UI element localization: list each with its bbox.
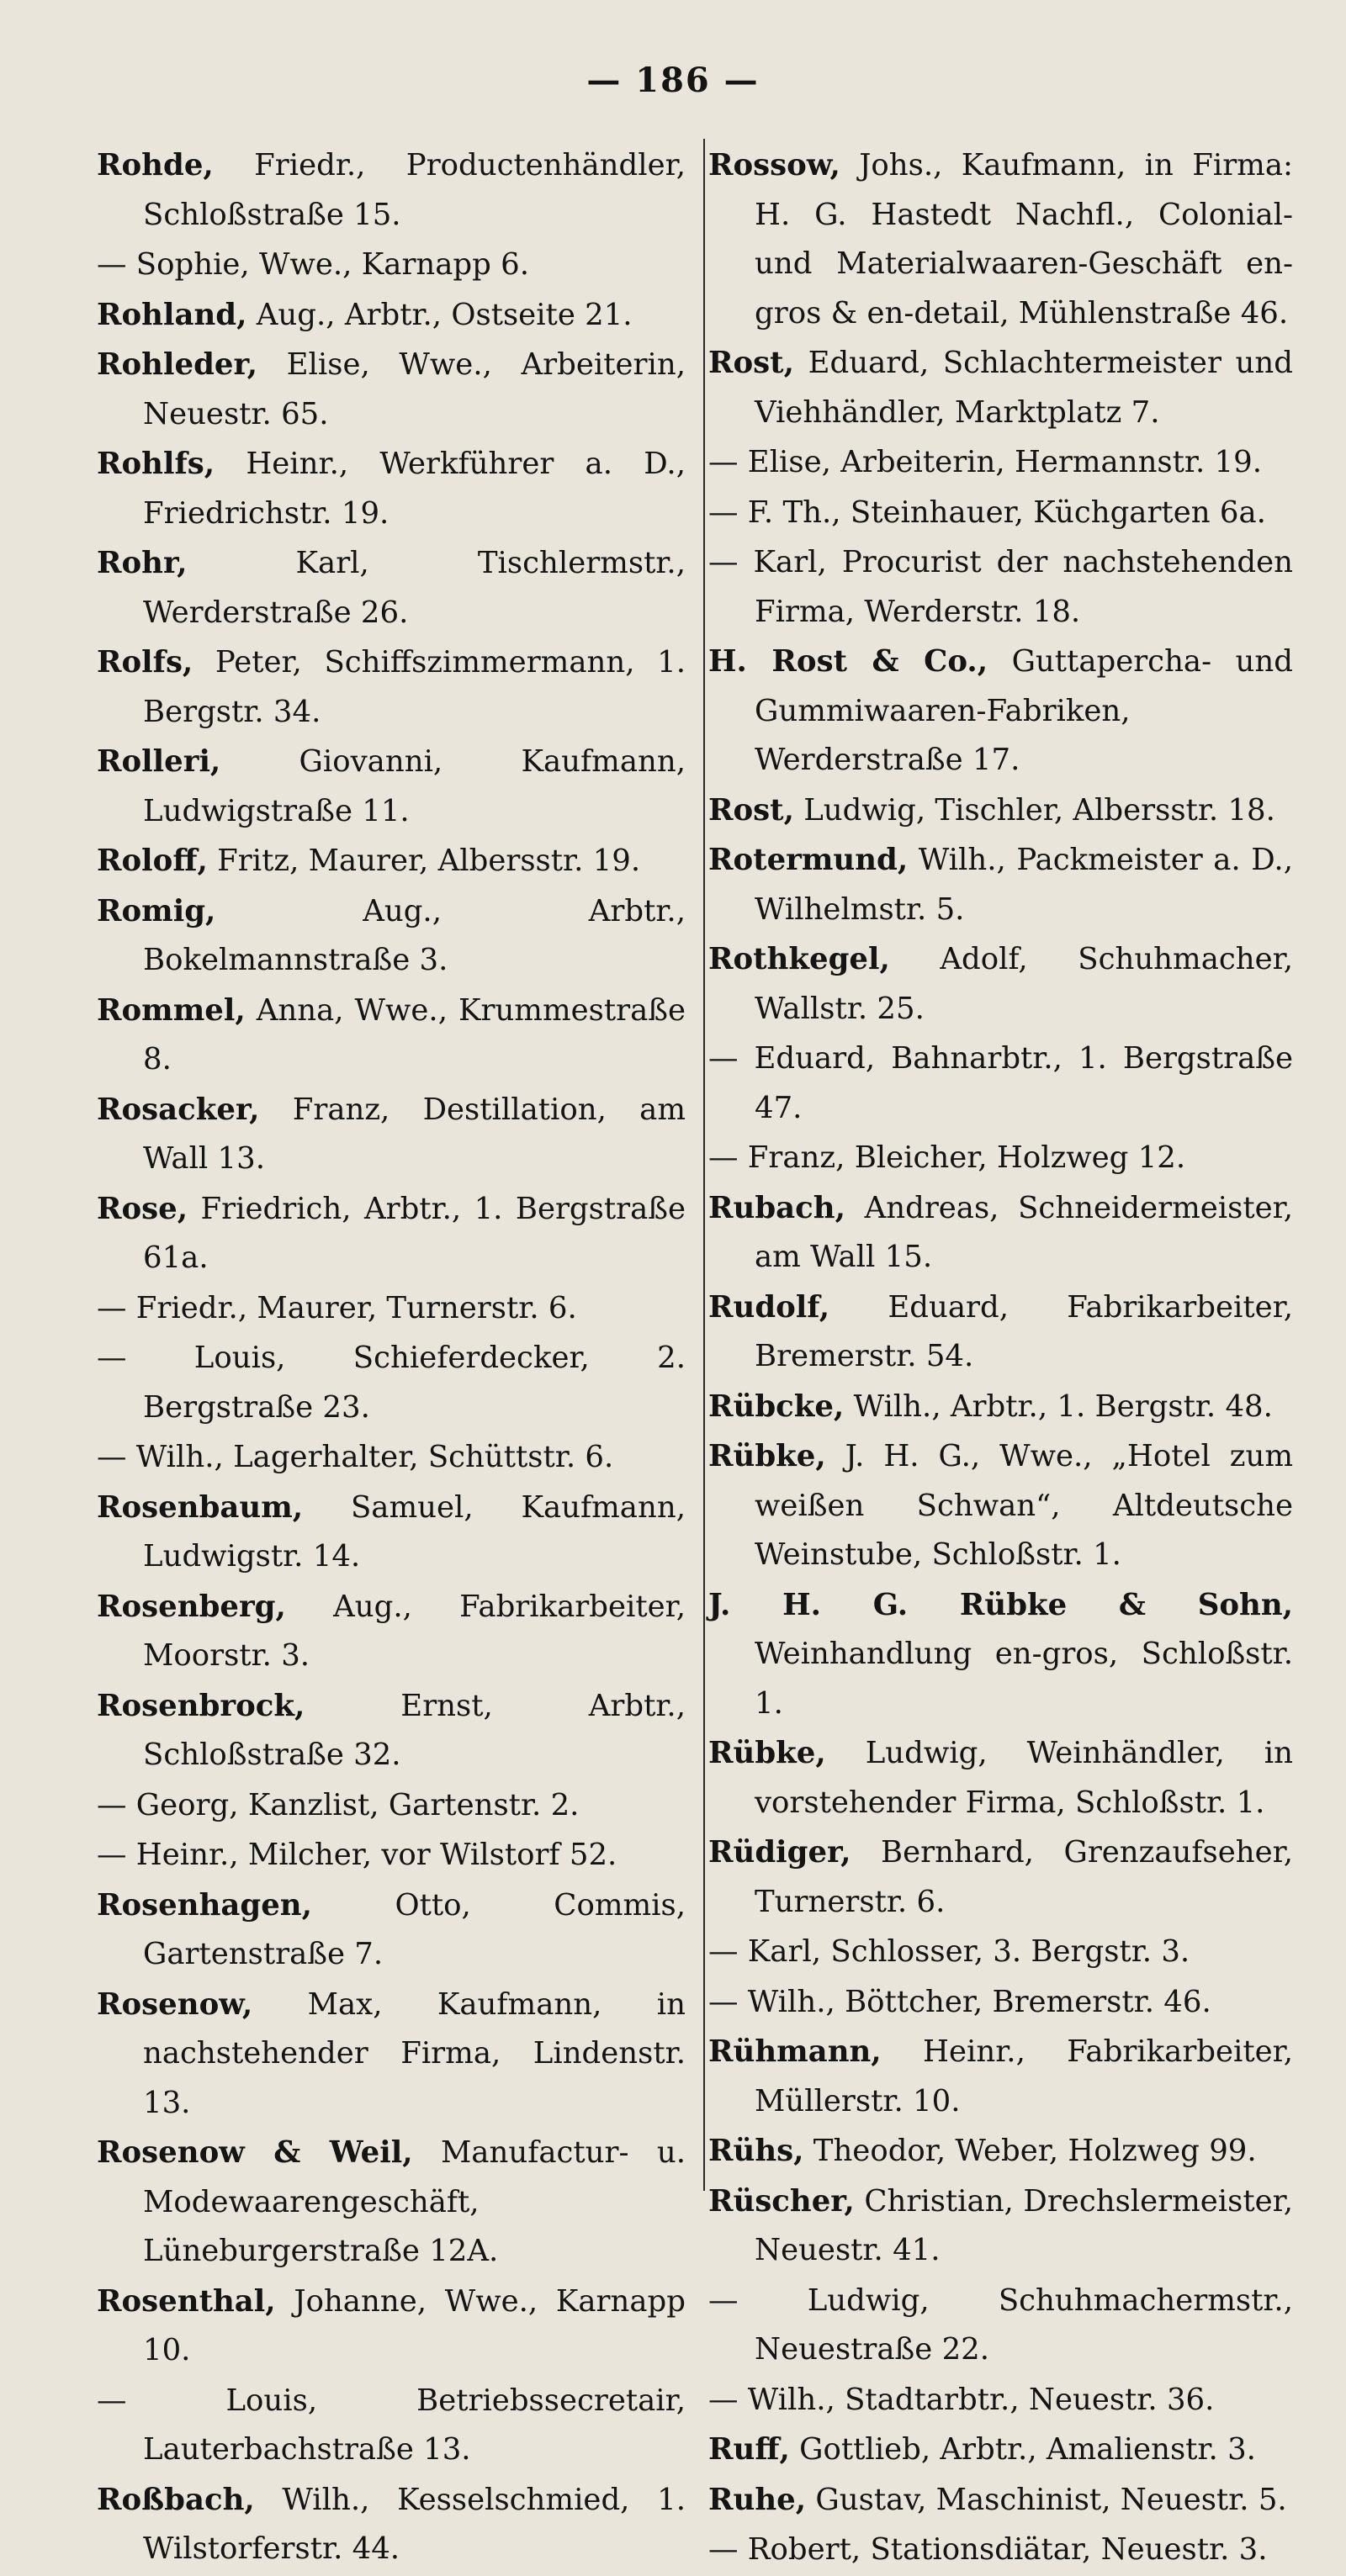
entry-name: — Franz, [708, 1140, 845, 1175]
entry-details: Wilh., Packmeister a. D., Wilhelmstr. 5. [755, 843, 1293, 927]
entry-name: Rotermund, [708, 843, 909, 877]
entry-details: Otto, Commis, Gartenstraße 7. [143, 1887, 686, 1971]
directory-entry [97, 341, 686, 439]
directory-entry [97, 1831, 686, 1880]
entry-name: Rost, [708, 792, 794, 828]
directory-entry [708, 1383, 1293, 1432]
directory-entry [97, 539, 686, 637]
entry-details: Aug., Arbtr., Bokelmannstraße 3. [143, 893, 686, 977]
directory-entry [97, 2377, 686, 2475]
directory-entry [708, 1978, 1293, 2028]
entry-name: Rosenhagen, [97, 1887, 312, 1923]
entry-details: Stadtarbtr., Neuestr. 36. [845, 2382, 1215, 2417]
directory-entry [97, 440, 686, 538]
right-column [708, 141, 1293, 2576]
entry-name: — Sophie, [97, 247, 250, 282]
entry-name: — Louis, [97, 1341, 286, 1375]
left-column [97, 141, 686, 2575]
entry-details: Wilh., Kesselschmied, 1. Wilstorferstr. 44. [143, 2482, 686, 2566]
entry-name: — Louis, [97, 2383, 318, 2418]
entry-details: Ludwig, Tischler, Albersstr. 18. [803, 792, 1275, 828]
directory-entry [97, 837, 686, 886]
directory-entry [97, 986, 686, 1085]
entry-name: Rothkegel, [708, 942, 890, 976]
entry-details: Johanne, Wwe., Karnapp 10. [143, 2283, 686, 2367]
entry-details: Ernst, Arbtr., Schloßstraße 32. [143, 1688, 686, 1772]
entry-name: Ruff, [708, 2432, 790, 2467]
entry-details: Peter, Schiffszimmermann, 1. Bergstr. 34. [143, 645, 686, 729]
entry-details: Milcher, vor Wilstorf 52. [247, 1838, 617, 1872]
entry-details: Bleicher, Holzweg 12. [854, 1140, 1186, 1175]
column-divider [703, 139, 705, 2191]
entry-name: Rühs, [708, 2134, 804, 2168]
directory-entry [708, 1729, 1293, 1828]
entry-name: Rüdiger, [708, 1835, 851, 1870]
directory-entry [708, 2376, 1293, 2425]
entry-details: Adolf, Schuhmacher, Wallstr. 25. [755, 942, 1293, 1026]
entry-name: — Friedr., [97, 1290, 248, 1325]
entry-details: Gottlieb, Arbtr., Amalienstr. 3. [799, 2432, 1256, 2467]
entry-details: Procurist der nachstehenden Firma, Werderstr. 18. [755, 545, 1293, 629]
directory-entry [97, 638, 686, 737]
entry-name: Rosenow, [97, 1986, 253, 2022]
entry-details: Ludwig, Weinhändler, in vorstehender Firma, Schloßstr. 1. [755, 1736, 1293, 1820]
entry-details: Max, Kaufmann, in nachstehender Firma, Lindenstr. 13. [143, 1986, 686, 2120]
directory-entry [708, 141, 1293, 338]
entry-details: Böttcher, Bremerstr. 46. [845, 1984, 1211, 2019]
entry-details: Wilh., Arbtr., 1. Bergstr. 48. [853, 1389, 1273, 1424]
directory-entry [97, 1881, 686, 1980]
entry-details: Steinhauer, Küchgarten 6a. [850, 495, 1266, 530]
directory-entry [708, 1034, 1293, 1133]
entry-name: Rüscher, [708, 2183, 855, 2219]
entry-name: Roloff, [97, 844, 208, 878]
entry-details: Manufactur- u. Modewaarengeschäft, Lüneburgerstraße 12A. [143, 2135, 686, 2268]
entry-details: Schlosser, 3. Bergstr. 3. [830, 1934, 1190, 1969]
entry-details: Gustav, Maschinist, Neuestr. 5. [815, 2482, 1287, 2517]
entry-details: Wwe., Karnapp 6. [259, 247, 530, 282]
directory-entry [97, 2476, 686, 2574]
directory-entry [97, 141, 686, 240]
entry-details: Elise, Wwe., Arbeiterin, Neuestr. 65. [143, 347, 686, 431]
entry-details: Betriebssecretair, Lauterbachstraße 13. [143, 2383, 686, 2467]
directory-entry [708, 438, 1293, 488]
directory-entry [708, 935, 1293, 1034]
entry-name: Rohr, [97, 546, 188, 580]
directory-entry [97, 1433, 686, 1483]
entry-details: Lagerhalter, Schüttstr. 6. [233, 1440, 614, 1474]
entry-name: Rohland, [97, 297, 247, 332]
entry-name: — Wilh., [97, 1440, 224, 1474]
entry-name: Rosenow & Weil, [97, 2135, 413, 2170]
directory-entry [97, 2129, 686, 2277]
directory-entry [708, 2277, 1293, 2375]
directory-entry [708, 2526, 1293, 2575]
entry-name: Rosenbrock, [97, 1688, 305, 1723]
entry-details: Anna, Wwe., Krummestraße 8. [143, 992, 686, 1076]
entry-name: Rommel, [97, 992, 246, 1028]
entry-name: — Karl, [708, 1934, 822, 1969]
entry-name: — Robert, [708, 2532, 861, 2567]
directory-entry [708, 339, 1293, 437]
directory-entry [97, 1185, 686, 1283]
directory-entry [708, 1283, 1293, 1382]
directory-entry [97, 1981, 686, 2129]
page-number: — 186 — [586, 61, 760, 100]
directory-entry [708, 489, 1293, 538]
entry-details: Fritz, Maurer, Albersstr. 19. [217, 844, 641, 878]
entry-name: Ruhe, [708, 2482, 807, 2517]
directory-entry [708, 637, 1293, 785]
directory-entry [708, 2028, 1293, 2126]
entry-name: Rübke, [708, 1736, 826, 1770]
entry-name: Rosenbaum, [97, 1489, 304, 1525]
entry-details: Eduard, Schlachtermeister und Viehhändler, Marktplatz 7. [755, 346, 1293, 430]
directory-entry [97, 1682, 686, 1780]
entry-name: H. Rost & Co., [708, 644, 988, 679]
entry-name: — F. Th., [708, 495, 841, 530]
entry-name: Roßbach, [97, 2482, 255, 2517]
entry-name: Rolfs, [97, 645, 193, 680]
entry-details: Stationsdiätar, Neuestr. 3. [870, 2532, 1268, 2567]
directory-entry [97, 738, 686, 836]
entry-details: Johs., Kaufmann, in Firma: H. G. Hastedt Nachfl., Colonial- und Materialwaaren-Geschäft en-gros & en-detail, Mühlenstraße 46. [755, 148, 1293, 331]
directory-entry [708, 836, 1293, 934]
entry-name: Rübke, [708, 1439, 826, 1473]
directory-entry [97, 1781, 686, 1831]
directory-entry [97, 1583, 686, 1681]
entry-name: Rohleder, [97, 347, 257, 382]
entry-name: Rohde, [97, 148, 214, 182]
directory-entry [708, 1581, 1293, 1729]
entry-details: Aug., Arbtr., Ostseite 21. [256, 297, 633, 332]
directory-entry [97, 2277, 686, 2376]
entry-details: Theodor, Weber, Holzweg 99. [813, 2134, 1257, 2168]
entry-details: Franz, Destillation, am Wall 13. [143, 1092, 686, 1176]
entry-name: Rohlfs, [97, 447, 215, 481]
directory-entry [97, 1334, 686, 1432]
entry-details: Kanzlist, Gartenstr. 2. [247, 1787, 580, 1822]
directory-entry [708, 1134, 1293, 1183]
directory-entry [708, 2127, 1293, 2177]
directory-entry [97, 241, 686, 290]
directory-entry [97, 1284, 686, 1334]
entry-details: Friedr., Productenhändler, Schloßstraße 15. [143, 148, 686, 232]
entry-name: Rosenthal, [97, 2283, 276, 2319]
entry-name: — Wilh., [708, 2382, 835, 2417]
entry-name: — Heinr., [97, 1838, 239, 1872]
entry-name: — Elise, [708, 445, 831, 479]
entry-name: Romig, [97, 893, 216, 928]
entry-name: — Wilh., [708, 1984, 835, 2019]
entry-details: Giovanni, Kaufmann, Ludwigstraße 11. [143, 744, 686, 828]
entry-details: Weinhandlung en-gros, Schloßstr. 1. [755, 1637, 1293, 1721]
entry-details: Bernhard, Grenzaufseher, Turnerstr. 6. [755, 1835, 1293, 1919]
entry-name: — Karl, [708, 545, 827, 579]
entry-name: — Eduard, [708, 1041, 876, 1076]
entry-name: — Ludwig, [708, 2282, 930, 2318]
entry-name: — Georg, [97, 1787, 239, 1822]
directory-entry [708, 1184, 1293, 1283]
entry-name: Rübcke, [708, 1389, 845, 1424]
entry-name: Rost, [708, 346, 794, 380]
directory-entry [708, 786, 1293, 836]
entry-details: Karl, Tischlermstr., Werderstraße 26. [143, 546, 686, 630]
entry-details: Eduard, Fabrikarbeiter, Bremerstr. 54. [755, 1289, 1293, 1373]
entry-name: Rühmann, [708, 2034, 882, 2069]
directory-entry [97, 887, 686, 986]
entry-name: Rolleri, [97, 744, 221, 779]
directory-entry [708, 1928, 1293, 1977]
entry-name: Rubach, [708, 1190, 845, 1225]
directory-entry [708, 2177, 1293, 2276]
entry-details: Friedrich, Arbtr., 1. Bergstraße 61a. [143, 1191, 686, 1275]
directory-entry [97, 1484, 686, 1582]
entry-details: J. H. G., Wwe., „Hotel zum weißen Schwan“, Altdeutsche Weinstube, Schloßstr. 1. [755, 1439, 1293, 1572]
entry-details: Heinr., Werkführer a. D., Friedrichstr. 19. [143, 447, 686, 531]
entry-details: Christian, Drechslermeister, Neuestr. 41. [755, 2183, 1293, 2267]
entry-details: Guttapercha- und Gummiwaaren-Fabriken, Werderstraße 17. [755, 644, 1293, 777]
directory-entry [708, 2476, 1293, 2526]
directory-entry [708, 538, 1293, 637]
entry-name: Rosenberg, [97, 1589, 286, 1624]
directory-entry [708, 2425, 1293, 2475]
entry-name: Rosacker, [97, 1092, 260, 1127]
entry-details: Andreas, Schneidermeister, am Wall 15. [755, 1190, 1293, 1274]
directory-entry [97, 1086, 686, 1184]
directory-entry [708, 1432, 1293, 1580]
entry-details: Schuhmachermstr., Neuestraße 22. [755, 2282, 1293, 2367]
entry-name: Rossow, [708, 148, 840, 182]
directory-entry [708, 1828, 1293, 1927]
entry-details: Aug., Fabrikarbeiter, Moorstr. 3. [143, 1589, 686, 1673]
entry-name: J. H. G. Rübke & Sohn, [708, 1587, 1293, 1622]
entry-name: Rose, [97, 1191, 188, 1226]
entry-details: Bahnarbtr., 1. Bergstraße 47. [755, 1041, 1293, 1125]
directory-entry [97, 291, 686, 341]
entry-details: Samuel, Kaufmann, Ludwigstr. 14. [143, 1489, 686, 1574]
entry-details: Heinr., Fabrikarbeiter, Müllerstr. 10. [755, 2034, 1293, 2118]
entry-name: Rudolf, [708, 1289, 830, 1325]
entry-details: Schieferdecker, 2. Bergstraße 23. [143, 1341, 686, 1425]
entry-details: Arbeiterin, Hermannstr. 19. [840, 445, 1263, 479]
entry-details: Maurer, Turnerstr. 6. [257, 1290, 577, 1325]
